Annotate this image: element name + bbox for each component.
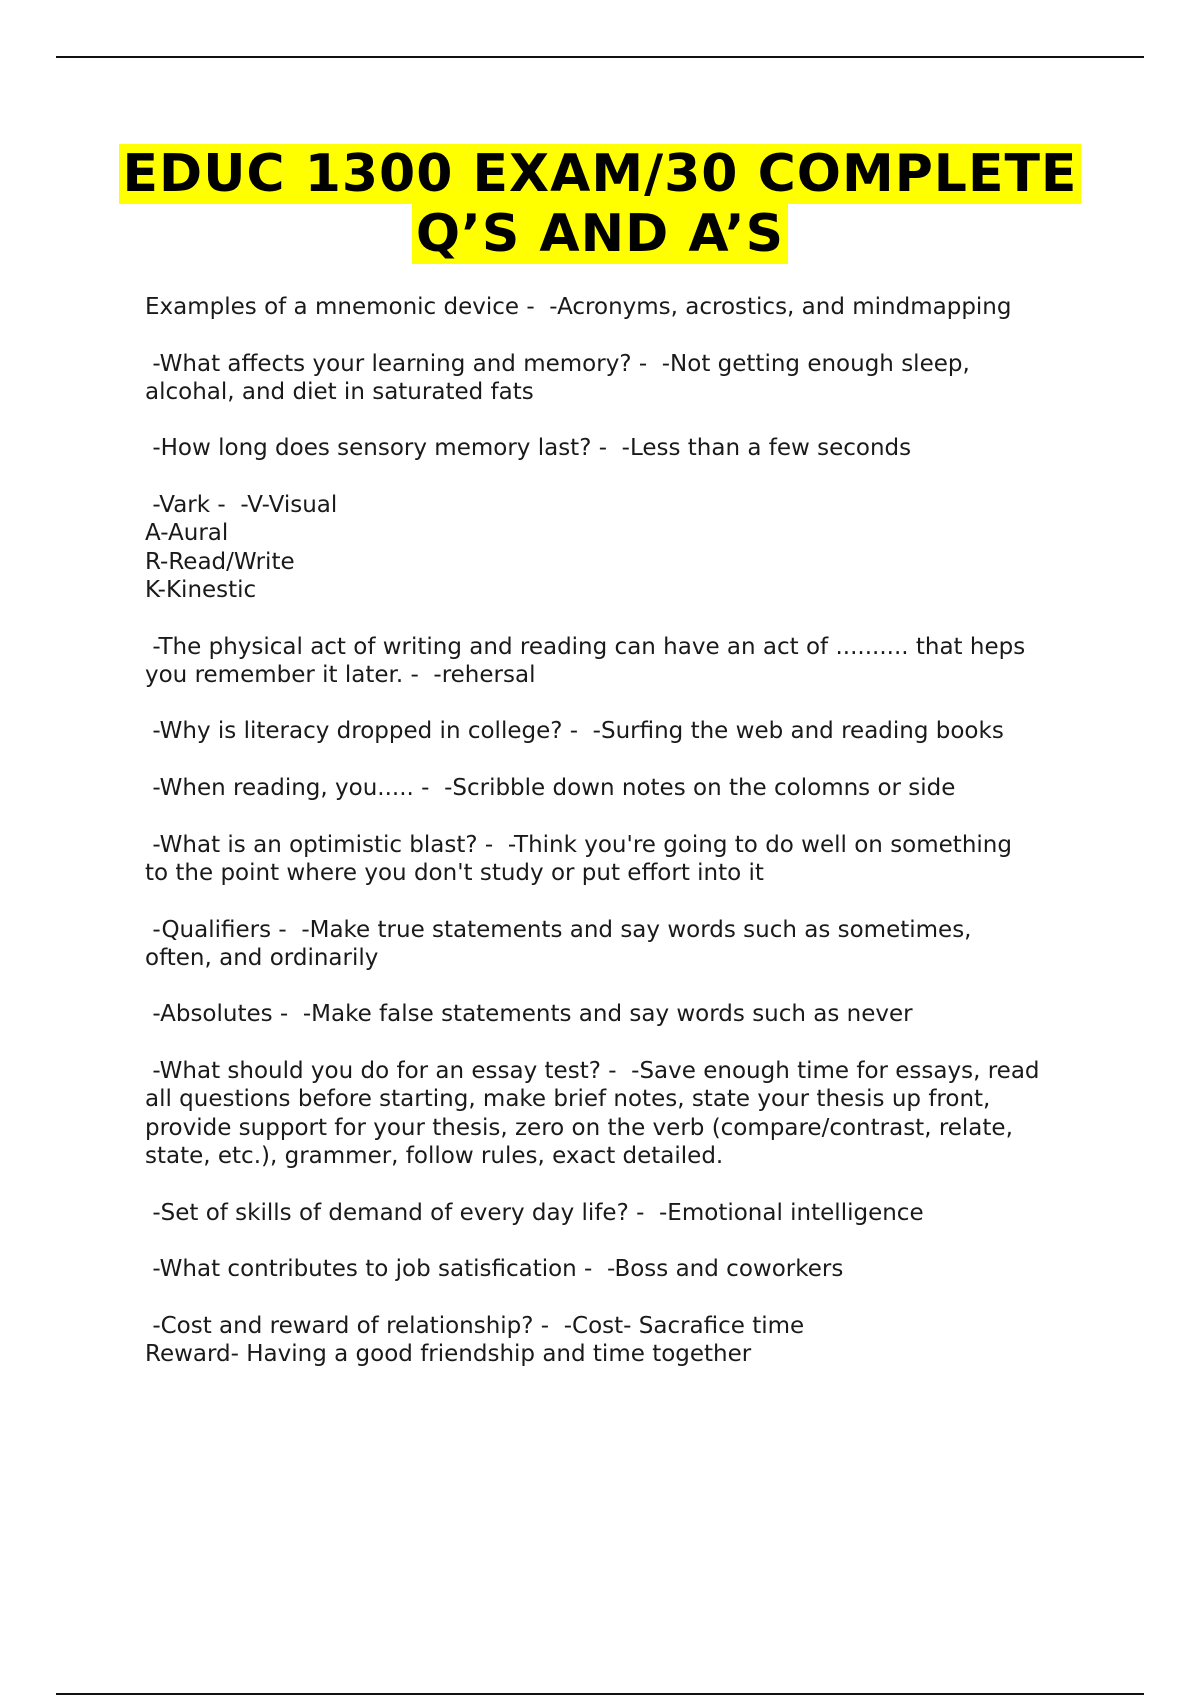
qa-line: all questions before starting, make brief notes, state your thesis up front, xyxy=(145,1086,991,1113)
qa-item xyxy=(145,916,1105,973)
qa-line: -Absolutes - -Make false statements and say words such as never xyxy=(145,1001,913,1028)
qa-line: alcohal, and diet in saturated fats xyxy=(145,378,534,405)
qa-item xyxy=(145,1255,1105,1283)
qa-line: -What affects your learning and memory? - -Not getting enough sleep, xyxy=(145,350,970,377)
qa-item xyxy=(145,717,1105,745)
title-line-1: EDUC 1300 EXAM/30 COMPLETE xyxy=(119,144,1082,204)
qa-item xyxy=(145,1312,1105,1369)
qa-line: A-Aural xyxy=(145,520,229,547)
qa-line: often, and ordinarily xyxy=(145,944,379,971)
qa-line: -Cost and reward of relationship? - -Cost- Sacrafice time xyxy=(145,1312,805,1339)
qa-line: -Qualifiers - -Make true statements and say words such as sometimes, xyxy=(145,916,972,943)
qa-line: -How long does sensory memory last? - -Less than a few seconds xyxy=(145,435,912,462)
qa-line: -Set of skills of demand of every day life? - -Emotional intelligence xyxy=(145,1199,924,1226)
qa-line: -What should you do for an essay test? - -Save enough time for essays, read xyxy=(145,1058,1040,1085)
document-title xyxy=(56,144,1144,264)
qa-line: -The physical act of writing and reading can have an act of .......... that heps xyxy=(145,633,1026,660)
top-rule xyxy=(56,56,1144,58)
qa-item xyxy=(145,1057,1105,1170)
qa-line: -Why is literacy dropped in college? - -Surfing the web and reading books xyxy=(145,718,1004,745)
qa-list xyxy=(145,293,1105,1397)
qa-item xyxy=(145,831,1105,888)
qa-line: provide support for your thesis, zero on the verb (compare/contrast, relate, xyxy=(145,1114,1013,1141)
qa-line: you remember it later. - -rehersal xyxy=(145,661,536,688)
qa-item xyxy=(145,434,1105,462)
qa-item xyxy=(145,293,1105,321)
qa-item xyxy=(145,633,1105,690)
qa-line: -What is an optimistic blast? - -Think you're going to do well on something xyxy=(145,831,1012,858)
qa-item xyxy=(145,1199,1105,1227)
qa-item xyxy=(145,350,1105,407)
qa-line: -When reading, you..... - -Scribble down notes on the colomns or side xyxy=(145,775,956,802)
qa-line: -What contributes to job satisfication - -Boss and coworkers xyxy=(145,1256,844,1283)
qa-line: R-Read/Write xyxy=(145,548,295,575)
qa-item xyxy=(145,1000,1105,1028)
bottom-rule xyxy=(56,1693,1144,1695)
qa-item xyxy=(145,491,1105,604)
qa-line: to the point where you don't study or put effort into it xyxy=(145,859,764,886)
qa-item xyxy=(145,774,1105,802)
title-line-2: Q’S AND A’S xyxy=(412,204,788,264)
qa-line: K-Kinestic xyxy=(145,576,257,603)
qa-line: state, etc.), grammer, follow rules, exact detailed. xyxy=(145,1142,724,1169)
qa-line: Examples of a mnemonic device - -Acronyms, acrostics, and mindmapping xyxy=(145,294,1012,320)
qa-line: -Vark - -V-Visual xyxy=(145,492,338,519)
qa-line: Reward- Having a good friendship and time together xyxy=(145,1340,752,1367)
